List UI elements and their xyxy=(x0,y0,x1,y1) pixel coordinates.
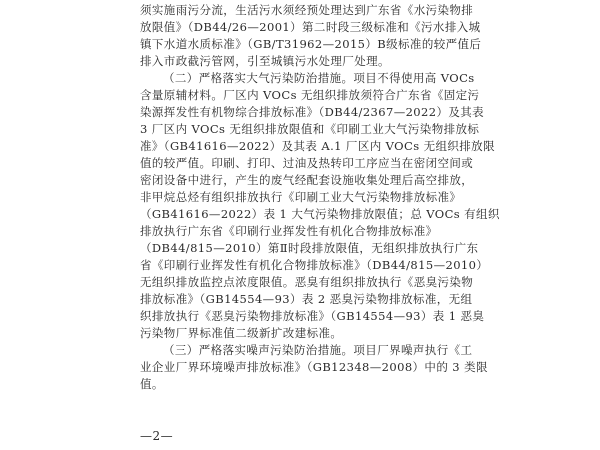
text-line: 镇下水道水质标准》（GB/T31962—2015）B级标准的较严值后 xyxy=(140,37,482,51)
text-line: 密闭设备中进行，产生的废气经配套设施收集处理后高空排放， xyxy=(140,173,474,187)
text-line: 排入市政截污管网，引至城镇污水处理厂处理。 xyxy=(140,54,390,68)
text-line: 放限值》（DB44/26—2001）第二时段三级标准和《污水排入城 xyxy=(140,20,481,34)
page-number: —2— xyxy=(140,429,174,443)
text-line: 含量原辅材料。厂区内 VOCs 无组织排放须符合广东省《固定污 xyxy=(140,88,480,102)
text-line: 非甲烷总烃有组织排放执行《印刷工业大气污染物排放标准》 xyxy=(140,190,462,204)
text-line: 准》（GB41616—2022）及其表 A.1 厂区内 VOCs 无组织排放限 xyxy=(140,139,495,153)
text-line: 织排放执行《恶臭污染物排放标准》（GB14554—93）表 1 恶臭 xyxy=(140,309,485,323)
text-line: 省《印刷行业挥发性有机化合物排放标准》（DB44/815—2010） xyxy=(140,258,489,272)
text-line: 值的较严值。印刷、打印、过油及热转印工序应当在密闭空间或 xyxy=(140,156,474,170)
text-line: 染源挥发性有机物综合排放标准》（DB44/2367—2022）及其表 xyxy=(140,105,485,119)
text-line: 无组织排放监控点浓度限值。恶臭有组织排放执行《恶臭污染物 xyxy=(140,275,474,289)
text-line: 3 厂区内 VOCs 无组织排放限值和《印刷工业大气污染物排放标 xyxy=(140,122,480,136)
section-heading-line: （二）严格落实大气污染防治措施。项目不得使用高 VOCs xyxy=(163,71,475,85)
text-line: 排放标准》（GB14554—93）表 2 恶臭污染物排放标准，无组 xyxy=(140,292,473,306)
text-line: 排放执行广东省《印刷行业挥发性有机化合物排放标准》 xyxy=(140,224,438,238)
text-line: 须实施雨污分流，生活污水须经预处理达到广东省《水污染物排 xyxy=(140,3,474,17)
text-line: 污染物厂界标准值二级新扩改建标准。 xyxy=(140,326,343,340)
section-heading-line: （三）严格落实噪声污染防治措施。项目厂界噪声执行《工 xyxy=(163,343,473,357)
text-line: 值。 xyxy=(140,377,164,391)
text-line: （GB41616—2022）表 1 大气污染物排放限值；总 VOCs 有组织 xyxy=(140,207,500,221)
text-line: （DB44/815—2010）第Ⅱ时段排放限值，无组织排放执行广东 xyxy=(140,241,479,255)
text-line: 业企业厂界环境噪声排放标准》（GB12348—2008）中的 3 类限 xyxy=(140,360,488,374)
